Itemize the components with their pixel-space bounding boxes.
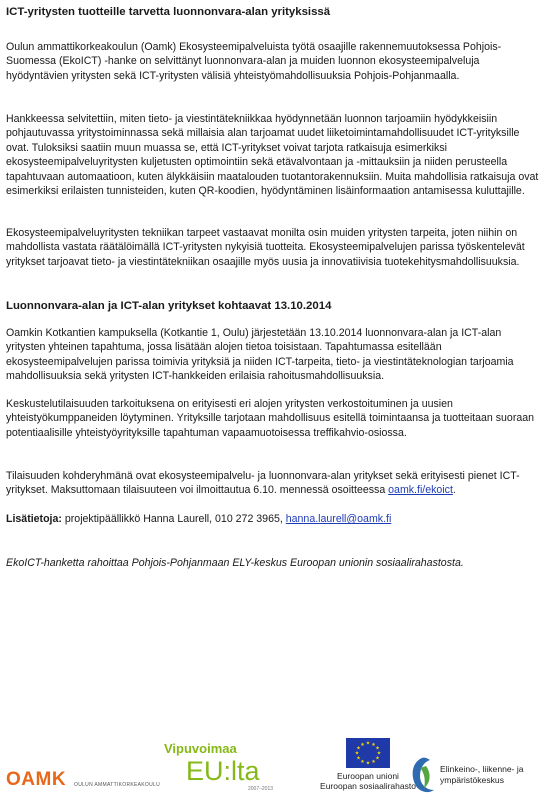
- svg-text:★: ★: [375, 745, 380, 752]
- paragraph-networking: Keskustelutilaisuuden tarkoituksena on erityisesti eri alojen yritysten verkostoituminen ja uusien yhteistyökumppaneiden löytyminen. Yrityksille tarjotaan mahdollisuus esitellä toimintaansa ja tuotteitaan suoraan potentiaalisille yhteistyöyrityksille tapahtuman vapaamuotoisessa treffikahvio-osiossa.: [6, 398, 535, 439]
- eu-name: Euroopan unioni: [337, 771, 399, 781]
- svg-text:★: ★: [360, 742, 365, 748]
- contact-text: projektipäällikkö Hanna Laurell, 010 272 3965,: [61, 513, 286, 525]
- oamk-logo: [6, 770, 66, 789]
- registration-text: Tilaisuuden kohderyhmänä ovat ekosysteemipalvelu- ja luonnonvara-alan yritykset sekä erityisesti pienet ICT-yritykset. Maksuttomaan tilaisuuteen voi ilmoittautua 6.10. mennessä osoitteessa: [6, 470, 520, 497]
- svg-text:★: ★: [371, 759, 376, 765]
- vipuvoimaa-logo: [164, 742, 284, 792]
- ely-line-2: ympäristökeskus: [440, 774, 504, 785]
- svg-text:★: ★: [375, 755, 380, 762]
- svg-text:★: ★: [360, 759, 365, 765]
- contact-label: Lisätietoja:: [6, 513, 62, 525]
- logo-strip: [0, 730, 558, 812]
- svg-text:★: ★: [371, 742, 376, 748]
- paragraph-findings: Hankkeessa selvitettiin, miten tieto- ja viestintätekniikkaa hyödynnetään luonnon tarjoamiin hyödykkeisiin pohjautuvassa yritystoiminnassa sekä millaisia alan tarjoamat uudet liiketoimintamahdollisuudet ICT-yrityksille ovat. Tuloksiksi saatiin muun muassa se, että ICT-yritykset voivat tarjota ratkaisuja esimerkiksi ekosysteemipalveluyritysten kuljetusten optimointiin sekä etävalvontaan ja -mittauksiin ja niiden perusteella tapahtuvaan automaatioon, kuten älykkäisiin maatalouden tuotantorakennuksiin. Muita mahdollisia ratkaisuja ovat esimerkiksi erilaisten tunnisteiden, kuten QR-koodien, hyödyntäminen lisäinformaation antamisessa kuluttajille.: [6, 113, 539, 198]
- registration-tail: .: [452, 484, 456, 497]
- ely-line-1: Elinkeino-, liikenne- ja: [440, 764, 524, 774]
- svg-text:★: ★: [365, 740, 371, 747]
- vipuvoimaa-title: Vipuvoimaa: [164, 741, 237, 756]
- vipuvoimaa-eu: EU:lta: [186, 756, 260, 786]
- svg-text:★: ★: [365, 760, 371, 767]
- vipuvoimaa-years: 2007–2013: [248, 786, 274, 792]
- svg-text:★: ★: [356, 745, 361, 752]
- svg-text:★: ★: [376, 750, 382, 757]
- registration-link[interactable]: oamk.fi/ekoict: [388, 484, 453, 497]
- paragraph-event: Oamkin Kotkantien kampuksella (Kotkantie 1, Oulu) järjestetään 13.10.2014 luonnonvara-alan ja ICT-alan yritysten yhteinen tapahtuma, jossa lisätään alojen tietoa toisistaan. Tapahtumassa esitellään ekosysteemipalvelujen parissa toimivia yrityksiä ja niiden ICT-tarpeita, tieto- ja viestintäteknologian tarjoamia mahdollisuuksia sekä yritysten ICT-hankkeiden erilaisia rahoitusmahdollisuuksia.: [6, 327, 514, 383]
- ely-emblem-icon: [406, 754, 438, 798]
- eu-fund-name: Euroopan sosiaalirahasto: [320, 781, 416, 791]
- contact-email-link[interactable]: hanna.laurell@oamk.fi: [285, 513, 392, 525]
- paragraph-contact: [6, 512, 542, 526]
- ely-name: [440, 764, 524, 785]
- svg-text:★: ★: [356, 755, 361, 762]
- paragraph-needs: Ekosysteemipalveluyritysten tekniikan tarpeet vastaavat monilta osin muiden yritysten tarpeita, joten niihin on mahdollista vastata räätälöimällä ICT-yritysten nykyisiä tuotteita. Ekosysteemipalvelujen parissa työskentelevät yritykset tarjoavat tieto- ja viestintätekniikan osaajille myös uusia ja innovatiivisia tuotekehitysmahdollisuuksia.: [6, 227, 525, 268]
- section-subtitle: Luonnonvara-alan ja ICT-alan yritykset kohtaavat 13.10.2014: [6, 300, 332, 312]
- oamk-wordmark: OAMK: [6, 769, 67, 790]
- svg-text:★: ★: [354, 750, 360, 757]
- paragraph-intro: Oulun ammattikorkeakoulun (Oamk) Ekosysteemipalveluista työtä osaajille rakennemuutoksessa Pohjois-Suomessa (EkoICT) -hanke on selvittänyt luonnonvara-alan ja muiden luonnon ekosysteemipalveluja hyödyntävien yritysten sekä ICT-yritysten välisiä yhteistyömahdollisuuksia Pohjois-Pohjanmaalla.: [6, 41, 502, 82]
- funding-note: EkoICT-hanketta rahoittaa Pohjois-Pohjanmaan ELY-keskus Euroopan unionin sosiaalirahastosta.: [6, 557, 464, 569]
- eu-logo: [316, 738, 420, 791]
- oamk-subtitle: OULUN AMMATTIKORKEAKOULU: [74, 782, 161, 788]
- document-title: ICT-yritysten tuotteille tarvetta luonnonvara-alan yrityksissä: [6, 6, 331, 18]
- eu-flag-icon: [346, 738, 390, 768]
- paragraph-registration: [6, 469, 542, 498]
